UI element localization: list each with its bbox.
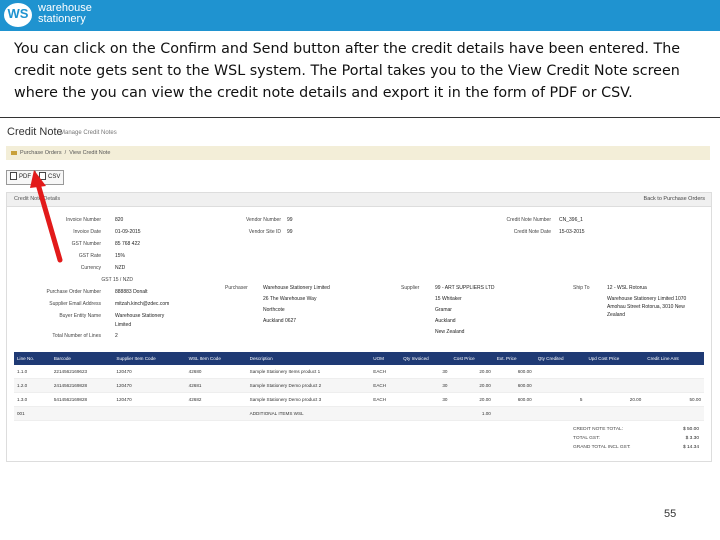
export-pdf-button[interactable]: PDF — [6, 170, 35, 185]
table-cell — [644, 379, 704, 393]
table-cell: 42681 — [186, 379, 247, 393]
table-cell — [585, 365, 644, 379]
column-header: UOM — [370, 352, 400, 365]
table-cell: 600.00 — [494, 365, 535, 379]
table-cell: 42682 — [186, 393, 247, 407]
back-to-purchase-orders-link[interactable]: Back to Purchase Orders — [643, 196, 705, 202]
table-row — [14, 407, 704, 421]
panel-header — [7, 193, 711, 207]
column-header: Ext. Price — [494, 352, 535, 365]
table-cell: 20.00 — [450, 365, 493, 379]
table-cell: Sample Stationery Demo product 3 — [247, 393, 371, 407]
table-cell: 600.00 — [494, 393, 535, 407]
credit-note-details-panel: Credit Note Details Back to Purchase Orders Invoice Number 820 Invoice Date 01-09-2015 GST Number 85 768 422 GST Rate 15% Currency NZD GST 15 / NZD Purchase Order Number 888883 Donalt Supplier Email Address mitzah.kinch@zdec.com Buyer Entity Name Warehouse Stationery Limited Total Number of Lines 2 Vendor Number 99 Vendor Site ID 99 Credit Note Number CN_396_1 Credit Note Date 15-03-2015 Purchaser Warehouse Stationery Limited 26 The Warehouse Way Northcote Auckland 0627 Supplier 99 - ART SUPPLIERS LTD 15 Whitaker Gramar Auckland New Zealand Ship To 12 - WSL Rotorua Warehouse Stationery Limited 1070 Amohau Street Rotorua, 3010 New Zealand Line No. Barcode Supplier Item Code WSL Item Code Description UOM Qty Invoiced Cost Price Ext. Price Qty Credited Upd Cost Price Credit Line Amt 1.1.0 2214562169623 120470 42680 Sample Stationery Items product 1 EACH 30 20.00 600.00 1.2.0 2414562169828 120470 42681 Sample Stationery Demo product 2 EACH 30 20.00 600.00 1.3.0 5414562169828 120470 42682 Sample Stationery Demo product 3 EACH 30 20.00 600.00 5 20.00 50.00 001 ADDITIONAL ITEMS WSL 1.00 CREDIT NOTE TOTAL: $ 50.00 TOTAL GST: $ 3.30 GRAND TOTAL INCL GST: $ 14.34 — [6, 192, 712, 462]
table-cell: 600.00 — [494, 379, 535, 393]
column-header: Description — [247, 352, 371, 365]
table-cell: 50.00 — [644, 393, 704, 407]
table-cell: 20.00 — [450, 379, 493, 393]
table-cell — [113, 407, 185, 421]
table-cell: 2214562169623 — [51, 365, 114, 379]
table-cell: 120470 — [113, 393, 185, 407]
table-cell: 001 — [14, 407, 51, 421]
table-cell — [644, 407, 704, 421]
column-header: Qty Invoiced — [400, 352, 450, 365]
table-cell: 1.3.0 — [14, 393, 51, 407]
table-cell: Sample Stationery Demo product 2 — [247, 379, 371, 393]
table-cell: ADDITIONAL ITEMS WSL — [247, 407, 371, 421]
brand-name: warehouse stationery — [38, 2, 92, 25]
table-cell: 30 — [400, 365, 450, 379]
table-cell — [585, 379, 644, 393]
table-cell: 5 — [535, 393, 586, 407]
page-subtitle: Manage Credit Notes — [60, 130, 117, 136]
breadcrumb: Purchase Orders / View Credit Note — [6, 146, 710, 160]
page-number: 55 — [664, 508, 677, 520]
breadcrumb-view-credit-note: View Credit Note — [69, 150, 111, 156]
divider — [0, 117, 720, 118]
table-cell: Sample Stationery Items product 1 — [247, 365, 371, 379]
table-row — [14, 379, 704, 393]
table-cell: EACH — [370, 365, 400, 379]
panel-title: Credit Note Details — [14, 196, 61, 202]
table-cell: 120470 — [113, 379, 185, 393]
column-header: Supplier Item Code — [113, 352, 185, 365]
embedded-screenshot — [5, 122, 714, 462]
table-cell — [400, 407, 450, 421]
table-cell: 120470 — [113, 365, 185, 379]
column-header: Barcode — [51, 352, 114, 365]
table-cell: 1.1.0 — [14, 365, 51, 379]
breadcrumb-purchase-orders[interactable]: Purchase Orders — [20, 150, 62, 156]
gst-section-label: GST 15 / NZD — [101, 277, 133, 283]
table-cell — [535, 379, 586, 393]
table-header-row — [14, 352, 704, 365]
line-items-table — [14, 352, 704, 421]
annotation-arrow — [30, 168, 70, 268]
column-header: Qty Credited — [535, 352, 586, 365]
column-header: Credit Line Amt — [644, 352, 704, 365]
table-cell — [535, 365, 586, 379]
table-cell — [535, 407, 586, 421]
table-cell: EACH — [370, 379, 400, 393]
table-row — [14, 393, 704, 407]
table-cell — [585, 407, 644, 421]
table-cell — [644, 365, 704, 379]
table-cell: EACH — [370, 393, 400, 407]
column-header: WSL Item Code — [186, 352, 247, 365]
table-cell: 1.00 — [450, 407, 493, 421]
printer-icon — [10, 172, 17, 180]
table-cell — [494, 407, 535, 421]
table-cell: 20.00 — [450, 393, 493, 407]
table-cell: 1.2.0 — [14, 379, 51, 393]
table-cell — [186, 407, 247, 421]
column-header: Cost Price — [450, 352, 493, 365]
table-cell: 5414562169828 — [51, 393, 114, 407]
table-cell — [51, 407, 114, 421]
folder-icon — [11, 151, 17, 155]
table-cell: 2414562169828 — [51, 379, 114, 393]
export-csv-button[interactable]: CSV — [35, 170, 64, 185]
column-header: Upd Cost Price — [585, 352, 644, 365]
instruction-text: You can click on the Confirm and Send button after the credit details have been entered. The credit note gets sent to the WSL system. The Portal takes you to the View Credit Note screen where the you can view the credit note details and export it in the form of PDF or CSV. — [14, 41, 681, 101]
table-cell: 30 — [400, 379, 450, 393]
column-header: Line No. — [14, 352, 51, 365]
table-row — [14, 365, 704, 379]
ws-logo: WS — [4, 3, 32, 27]
brand-header — [0, 0, 720, 31]
table-cell — [370, 407, 400, 421]
table-cell: 30 — [400, 393, 450, 407]
page-title: Credit Note — [7, 126, 63, 138]
table-cell: 20.00 — [585, 393, 644, 407]
table-cell: 42680 — [186, 365, 247, 379]
